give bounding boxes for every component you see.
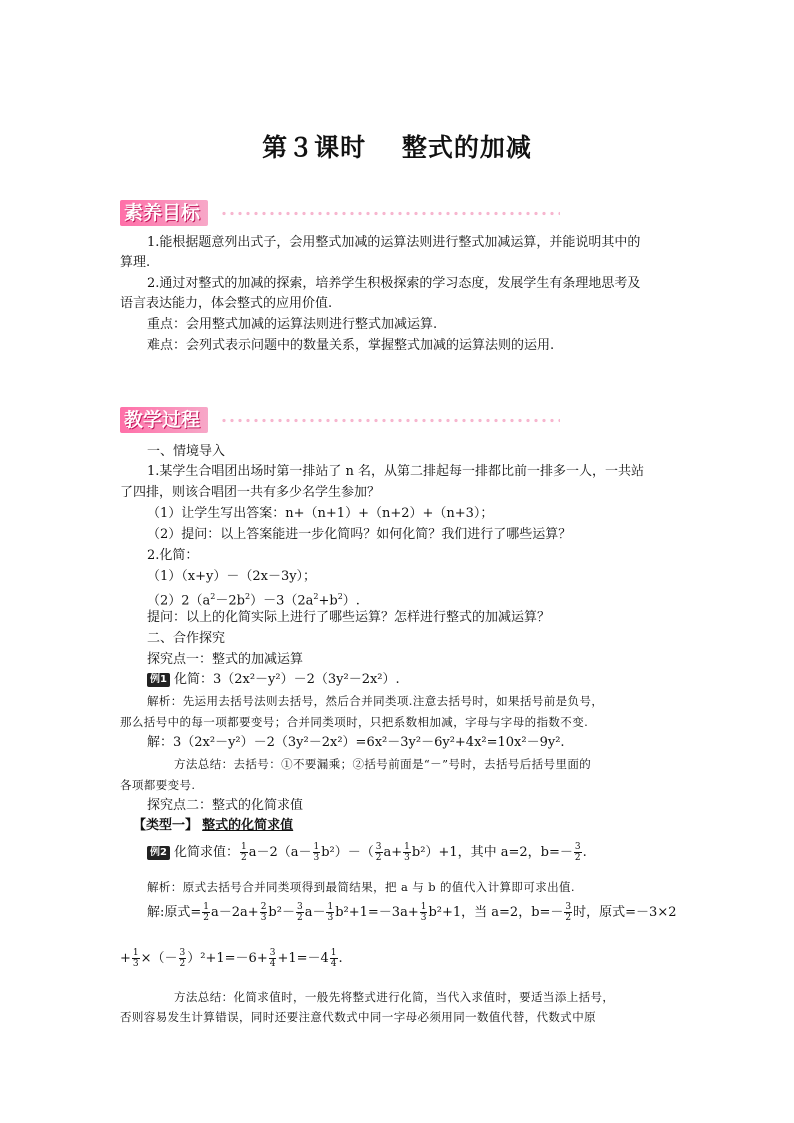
example-1-solution: 解：3（2x²－y²）－2（3y²－2x²）=6x²－3y²－6y²+4x²=10x²－9y². (147, 735, 565, 750)
topic-2: 探究点二：整式的化简求值 (147, 798, 304, 813)
banner-label: 素养目标 (120, 200, 208, 226)
type-1-heading: 【类型一】 整式的化简求值 (133, 818, 294, 833)
heading-explore: 二、合作探究 (147, 631, 226, 646)
section-banner-process (120, 407, 560, 433)
goal-2-line-1: 2.通过对整式的加减的探索，培养学生积极探索的学习态度，发展学生有条理地思考及 (147, 276, 641, 291)
problem-2: 2.化简： (147, 548, 199, 563)
example-badge: 例1 (147, 673, 170, 687)
key-point: 重点：会用整式加减的运算法则进行整式加减运算. (147, 317, 438, 332)
example-2-analysis: 解析：原式去括号合并同类项得到最简结果，把 a 与 b 的值代入计算即可求出值. (147, 880, 575, 894)
example-2: 例2 化简求值： $\frac{1}{2}$ a－2（a－ $\frac{1}{3}$ b²）－（ $\frac{3}{2}$ a+ $\frac{1}{3}$ b²）+1，其中 a=2，b=－ $\frac{3}{2}$ . (147, 840, 707, 866)
simplify-2: $(2)2(a^2-2b^2)-3(2a^2+b^2)$. (147, 592, 360, 609)
question-1: （1）让学生写出答案：n+（n+1）+（n+2）+（n+3）； (147, 506, 494, 521)
goal-1-line-2: 算理. (120, 255, 151, 270)
summary-1-line-2: 各项都要变号. (120, 778, 196, 792)
difficulty-point: 难点：会列式表示问题中的数量关系，掌握整式加减的运算法则的运用. (147, 338, 555, 353)
summary-2-line-2: 否则容易发生计算错误，同时还要注意代数式中同一字母必须用同一数值代替，代数式中原 (120, 1010, 596, 1024)
problem-1-line-1: 1.某学生合唱团出场时第一排站了 n 名，从第二排起每一排都比前一排多一人，一共站 (147, 464, 645, 479)
question-summary: 提问：以上的化简实际上进行了哪些运算？怎样进行整式的加减运算？ (147, 610, 551, 625)
problem-1-line-2: 了四排，则该合唱团一共有多少名学生参加？ (120, 485, 381, 500)
simplify-1: （1）（x+y）－（2x－3y）； (147, 569, 317, 584)
page-title: 第３课时 整式的加减 (262, 133, 532, 162)
goal-1-line-1: 1.能根据题意列出式子，会用整式加减的运算法则进行整式加减运算，并能说明其中的 (147, 235, 641, 250)
example-2-solution-2: + $\frac{1}{3}$ ×（－ $\frac{3}{2}$ ）²+1=－6+ $\frac{3}{4}$ +1=－4 $\frac{1}{4}$ . (120, 948, 343, 969)
summary-1-line-1: 方法总结：去括号：①不要漏乘；②括号前面是“－”号时，去括号后括号里面的 (174, 757, 592, 771)
topic-1: 探究点一：整式的加减运算 (147, 652, 304, 667)
example-1: 例1 化简：3（2x²－y²）－2（3y²－2x²）. (147, 670, 707, 690)
heading-intro: 一、情境导入 (147, 444, 226, 459)
summary-2-line-1: 方法总结：化简求值时，一般先将整式进行化简，当代入求值时，要适当添上括号， (174, 990, 615, 1004)
example-1-analysis-2: 那么括号中的每一项都要变号；合并同类项时，只把系数相加减，字母与字母的指数不变. (120, 715, 589, 729)
section-banner-goals (120, 200, 560, 226)
banner-dots (220, 418, 560, 423)
goal-2-line-2: 语言表达能力，体会整式的应用价值. (120, 296, 333, 311)
question-2: （2）提问：以上答案能进一步化简吗？如何化简？我们进行了哪些运算？ (147, 527, 572, 542)
example-1-analysis-1: 解析：先运用去括号法则去括号，然后合并同类项.注意去括号时，如果括号前是负号， (147, 694, 604, 708)
banner-label: 教学过程 (120, 407, 208, 433)
banner-dots (220, 211, 560, 216)
example-2-solution-1: 解:原式= $\frac{1}{2}$ a－2a+ $\frac{2}{3}$ b²－ $\frac{3}{2}$ a－ $\frac{1}{3}$ b²+1=－3a+ $\frac{1}{3}$ b²+1，当 a=2，b=－ $\frac{3}{2}$ 时，原式=－3×2 (147, 902, 677, 923)
example-badge: 例2 (147, 846, 170, 860)
